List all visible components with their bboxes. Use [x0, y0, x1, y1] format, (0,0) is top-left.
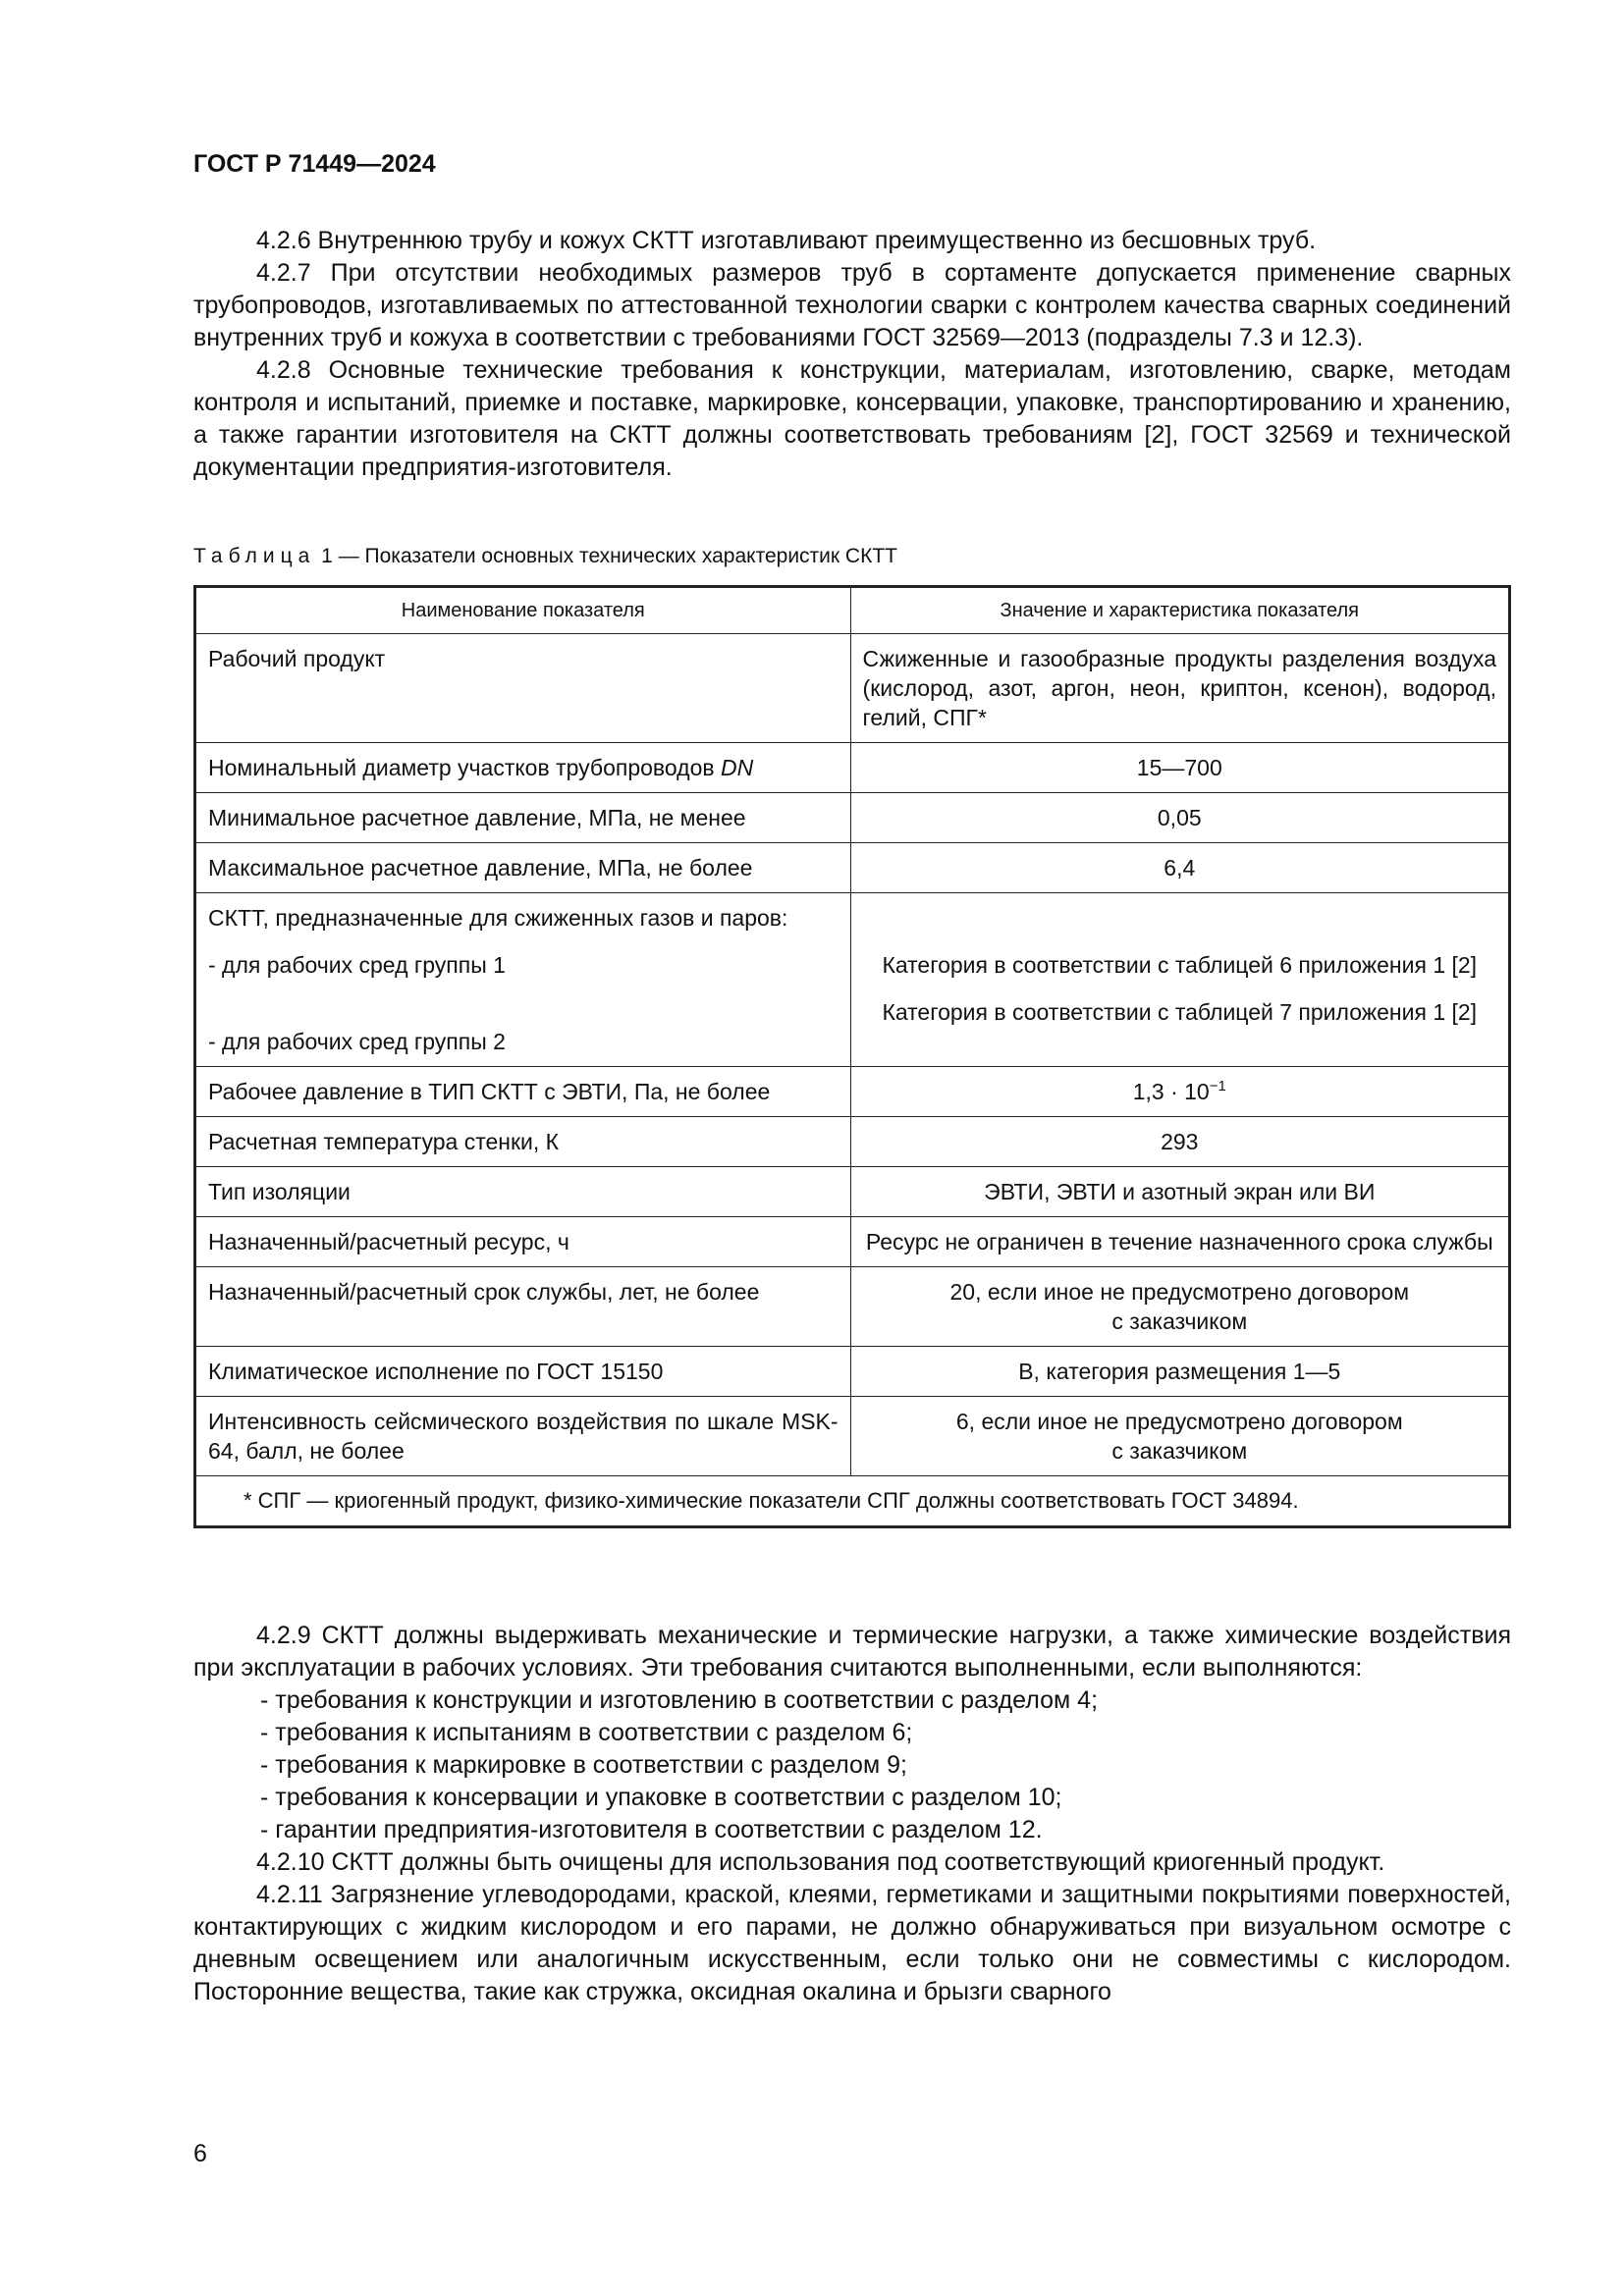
- column-header-name: Наименование показателя: [195, 587, 851, 634]
- paragraph-4-2-8: 4.2.8 Основные технические требования к конструкции, материалам, изготовлению, сварке, методам контроля и испытаний, приемке и поставке, маркировке, консервации, упаковке, транспортированию и хранению, а также гарантии изготовителя на СКТТ должны соответствовать требованиям [2], ГОСТ 32569 и технической документации предприятия-изготовителя.: [193, 356, 1511, 481]
- table-row: [195, 1167, 1510, 1217]
- list-item: - требования к испытаниям в соответствии с разделом 6;: [260, 1719, 913, 1746]
- table-row: [195, 743, 1510, 793]
- paragraph-4-2-7: 4.2.7 При отсутствии необходимых размеров труб в сортаменте допускается применение сварных трубопроводов, изготавливаемых по аттестованной технологии сварки с контролем качества сварных соединений внутренних труб и кожуха в соответствии с требованиями ГОСТ 32569—2013 (подразделы 7.3 и 12.3).: [193, 259, 1511, 351]
- paragraph-4-2-11: 4.2.11 Загрязнение углеводородами, краской, клеями, герметиками и защитными покрытиями поверхностей, контактирующих с жидким кислородом и его парами, не должно обнаруживаться при визуальном осмотре с дневным освещением или аналогичным искусственным, если только они не совместимы с кислородом. Посторонние вещества, такие как стружка, оксидная окалина и брызги сварного: [193, 1881, 1511, 2005]
- row-name: Тип изоляции: [195, 1167, 851, 1217]
- row-name-text: СКТТ, предназначенные для сжиженных газов и паров:: [208, 905, 788, 931]
- row-value-group2: Категория в соответствии с таблицей 7 приложения 1 [2]: [882, 999, 1478, 1025]
- row-value-line1: 20, если иное не предусмотрено договором: [949, 1279, 1410, 1305]
- row-value: Сжиженные и газообразные продукты разделения воздуха (кислород, азот, аргон, неон, криптон, ксенон), водород, гелий, СПГ*: [850, 634, 1509, 743]
- row-name: Назначенный/расчетный срок службы, лет, не более: [195, 1267, 851, 1347]
- row-value: [850, 1267, 1509, 1347]
- column-header-value: Значение и характеристика показателя: [850, 587, 1509, 634]
- paragraph-4-2-6: 4.2.6 Внутреннюю трубу и кожух СКТТ изготавливают преимущественно из бесшовных труб.: [256, 227, 1317, 254]
- row-value-base: 1,3 · 10: [1132, 1079, 1210, 1104]
- table-row: [195, 1267, 1510, 1347]
- row-value-group1: Категория в соответствии с таблицей 6 приложения 1 [2]: [882, 952, 1478, 978]
- row-value: [850, 1067, 1509, 1117]
- paragraph-4-2-10: 4.2.10 СКТТ должны быть очищены для использования под соответствующий криогенный продукт.: [256, 1848, 1385, 1876]
- table-row: [195, 1217, 1510, 1267]
- row-subitem-group1: - для рабочих сред группы 1: [208, 952, 506, 978]
- table-row: [195, 893, 1510, 1067]
- list-item: - требования к конструкции и изготовлению в соответствии с разделом 4;: [260, 1686, 1099, 1714]
- row-name-italic: DN: [720, 755, 754, 780]
- list-item: - требования к маркировке в соответствии с разделом 9;: [260, 1751, 907, 1779]
- list-item: - требования к консервации и упаковке в соответствии с разделом 10;: [260, 1784, 1062, 1811]
- top-paragraphs: [193, 225, 1511, 484]
- row-value: ЭВТИ, ЭВТИ и азотный экран или ВИ: [850, 1167, 1509, 1217]
- bottom-paragraphs: [193, 1620, 1511, 2008]
- row-subitem-group2: - для рабочих сред группы 2: [208, 1029, 506, 1054]
- row-value: [850, 1397, 1509, 1476]
- characteristics-table: [193, 585, 1511, 1528]
- table-row: [195, 793, 1510, 843]
- row-value: [850, 893, 1509, 1067]
- table-row: [195, 1347, 1510, 1397]
- table-row: [195, 1397, 1510, 1476]
- row-value: Ресурс не ограничен в течение назначенного срока службы: [850, 1217, 1509, 1267]
- table-row: [195, 1067, 1510, 1117]
- table-row: [195, 843, 1510, 893]
- table-row: [195, 1117, 1510, 1167]
- row-name: Минимальное расчетное давление, МПа, не менее: [195, 793, 851, 843]
- row-name: [195, 893, 851, 1067]
- table-header-row: [195, 587, 1510, 634]
- row-value: 15—700: [850, 743, 1509, 793]
- table-caption-word: Таблица: [193, 545, 316, 567]
- row-value: 0,05: [850, 793, 1509, 843]
- row-name: Интенсивность сейсмического воздействия по шкале MSK-64, балл, не более: [195, 1397, 851, 1476]
- table-caption: [193, 545, 897, 568]
- table-footnote-row: [195, 1476, 1510, 1527]
- row-value-exponent: −1: [1209, 1078, 1226, 1095]
- row-value: 293: [850, 1117, 1509, 1167]
- row-name: Климатическое исполнение по ГОСТ 15150: [195, 1347, 851, 1397]
- row-name: Расчетная температура стенки, К: [195, 1117, 851, 1167]
- row-value-line1: 6, если иное не предусмотрено договором: [955, 1409, 1403, 1434]
- row-name: Рабочий продукт: [195, 634, 851, 743]
- table-caption-text: 1 — Показатели основных технических характеристик СКТТ: [315, 545, 897, 567]
- row-name: Назначенный/расчетный ресурс, ч: [195, 1217, 851, 1267]
- row-name: [195, 743, 851, 793]
- row-name: Максимальное расчетное давление, МПа, не более: [195, 843, 851, 893]
- row-value-line2: с заказчиком: [1111, 1438, 1248, 1464]
- row-name-text: Номинальный диаметр участков трубопроводов: [208, 755, 715, 780]
- list-item: - гарантии предприятия-изготовителя в соответствии с разделом 12.: [260, 1816, 1043, 1843]
- row-name: Рабочее давление в ТИП СКТТ с ЭВТИ, Па, не более: [195, 1067, 851, 1117]
- document-code-header: ГОСТ Р 71449—2024: [193, 150, 436, 178]
- page-number: 6: [193, 2140, 207, 2167]
- row-value: В, категория размещения 1—5: [850, 1347, 1509, 1397]
- row-value-line2: с заказчиком: [1111, 1308, 1248, 1334]
- requirements-list: [193, 1684, 1511, 1846]
- row-value: 6,4: [850, 843, 1509, 893]
- table-row: [195, 634, 1510, 743]
- paragraph-4-2-9: 4.2.9 СКТТ должны выдерживать механические и термические нагрузки, а также химические воздействия при эксплуатации в рабочих условиях. Эти требования считаются выполненными, если выполняются:: [193, 1622, 1511, 1682]
- table-footnote: * СПГ — криогенный продукт, физико-химические показатели СПГ должны соответствовать ГОСТ 34894.: [195, 1476, 1510, 1527]
